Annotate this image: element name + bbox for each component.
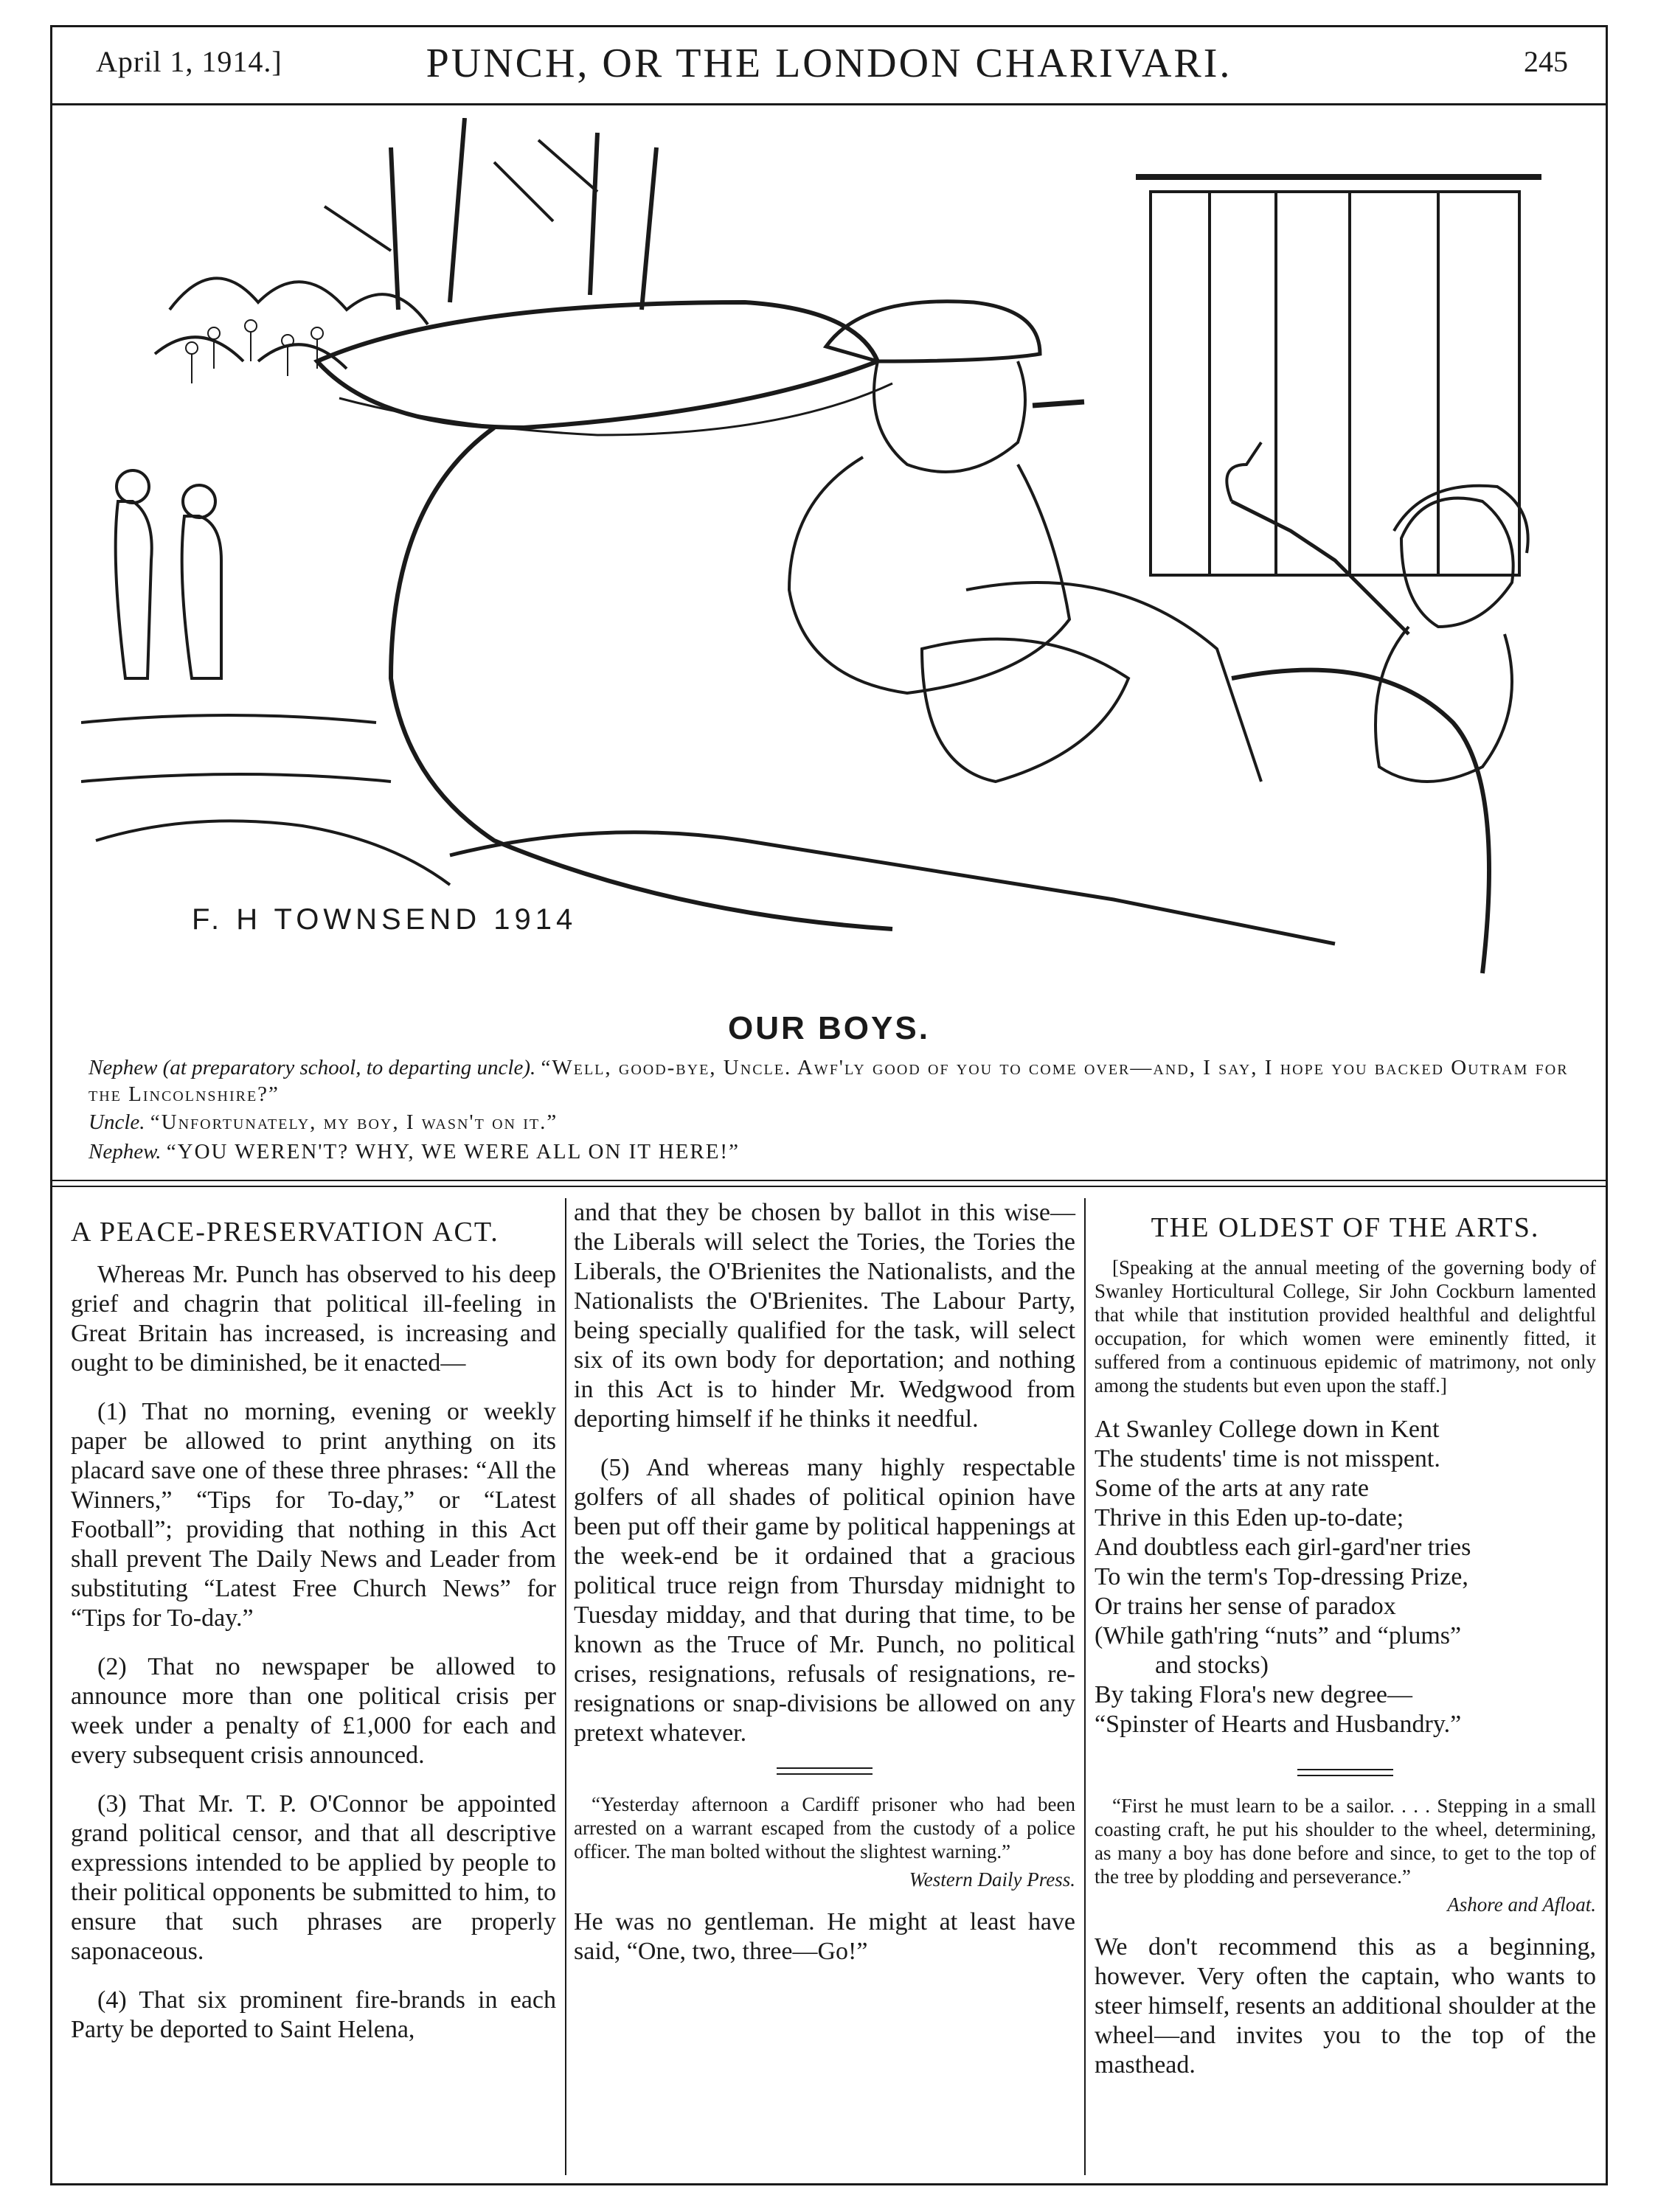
poem-line: To win the term's Top-dressing Prize, bbox=[1095, 1563, 1468, 1590]
dialogue-line bbox=[89, 1138, 1578, 1165]
poem-line: Or trains her sense of paradox bbox=[1095, 1593, 1396, 1620]
speaker: Uncle. bbox=[89, 1110, 145, 1134]
poem-line: By taking Flora's new degree— bbox=[1095, 1681, 1413, 1708]
dialogue-line bbox=[89, 1109, 1578, 1135]
article-title: A PEACE-PRESERVATION ACT. bbox=[71, 1217, 499, 1248]
cartoon-illustration bbox=[81, 118, 1600, 1003]
poem-line: At Swanley College down in Kent bbox=[1095, 1416, 1440, 1443]
article-title: THE OLDEST OF THE ARTS. bbox=[1151, 1212, 1540, 1243]
speaker: Nephew (at preparatory school, to departing uncle). bbox=[89, 1056, 536, 1079]
poem-line: (While gath'ring “nuts” and “plums” bbox=[1095, 1622, 1462, 1649]
column-1 bbox=[71, 1198, 556, 2064]
cartoon-title: OUR BOYS. bbox=[728, 1010, 930, 1046]
poem bbox=[1095, 1415, 1596, 1739]
dialogue-line bbox=[89, 1054, 1578, 1107]
article-paragraph: (1) That no morning, evening or weekly paper be allowed to print anything on its placard save one of these three phrases: “All the Winners,” “Tips for To-day,” or “Latest Football”; providing that nothing in this Act shall prevent The Daily News and Leader from substituting “Latest Free Church News” for “Tips for To-day.” bbox=[71, 1398, 556, 1632]
editorial-comment: We don't recommend this as a beginning, however. Very often the captain, who wants to steer himself, resents an additional shoulder at the wheel—and invites you to the top of the masthead. bbox=[1095, 1933, 1596, 2079]
poem-line: The students' time is not misspent. bbox=[1095, 1445, 1440, 1472]
editorial-comment: He was no gentleman. He might at least have said, “One, two, three—Go!” bbox=[574, 1908, 1075, 1965]
column-rule bbox=[1084, 1198, 1086, 2175]
article-intro: [Speaking at the annual meeting of the governing body of Swanley Horticultural College, Sir John Cockburn lamented that while that institution provided healthful and delightful occupation, for which women were eminently fitted, it suffered from a continuous epidemic of matrimony, not only among the students but even upon the staff.] bbox=[1095, 1256, 1596, 1397]
section-rule bbox=[50, 1186, 1608, 1187]
quote-source: Ashore and Afloat. bbox=[1447, 1893, 1596, 1916]
article-paragraph: Whereas Mr. Punch has observed to his deep grief and chagrin that political ill-feeling in Great Britain has increased, is increasing and ought to be diminished, be it enacted— bbox=[71, 1261, 556, 1377]
column-rule bbox=[565, 1198, 566, 2175]
speech: “Well, good-bye, Uncle. Awf'ly good of you to come over—and, I say, I hope you backed Outram for the Lincolnshire?” bbox=[89, 1056, 1569, 1106]
section-rule bbox=[50, 1180, 1608, 1181]
column-2 bbox=[574, 1198, 1075, 1986]
quoted-item: “Yesterday afternoon a Cardiff prisoner who had been arrested on a warrant escaped from the custody of a police officer. The man bolted without the slightest warning.” bbox=[574, 1793, 1075, 1863]
header-rule bbox=[50, 103, 1608, 105]
issue-date: April 1, 1914.] bbox=[96, 45, 282, 78]
poem-line: And doubtless each girl-gard'ner tries bbox=[1095, 1534, 1471, 1561]
article-paragraph: (3) That Mr. T. P. O'Connor be appointed grand political censor, and that all descriptive expressions intended to be applied by people to their political opponents be submitted to him, to ensure that such phrases are properly saponaceous. bbox=[71, 1790, 556, 1965]
article-paragraph: (5) And whereas many highly respectable golfers of all shades of political opinion have been put off their game by political happenings at the week-end be it ordained that a gracious political truce reign from Thursday midnight to Tuesday midday, and that during that time, to be known as the Truce of Mr. Punch, no political crises, resignations, refusals of resignations, re-resignations or snap-divisions be allowed on any pretext whatever. bbox=[574, 1454, 1075, 1747]
speech: “YOU WEREN'T? WHY, WE WERE ALL ON IT HERE!” bbox=[166, 1140, 740, 1164]
masthead-title: PUNCH, OR THE LONDON CHARIVARI. bbox=[426, 41, 1232, 86]
page-number: 245 bbox=[1524, 45, 1568, 78]
poem-line: Thrive in this Eden up-to-date; bbox=[1095, 1504, 1404, 1531]
speaker: Nephew. bbox=[89, 1140, 162, 1164]
column-3 bbox=[1095, 1198, 1596, 2099]
poem-line: and stocks) bbox=[1155, 1652, 1269, 1679]
speech: “Unfortunately, my boy, I wasn't on it.” bbox=[150, 1110, 558, 1134]
poem-line: Some of the arts at any rate bbox=[1095, 1475, 1369, 1502]
article-paragraph: and that they be chosen by ballot in this wise—the Liberals will select the Tories, the Tories the Liberals, the O'Brienites the Nationalists, and the Nationalists the O'Brienites. The Labour Party, being specially qualified for the task, will select six of its own body for deportation; and nothing in this Act is to hinder Mr. Wedgwood from deporting himself if he thinks it needful. bbox=[574, 1199, 1075, 1433]
divider bbox=[1297, 1769, 1393, 1776]
article-paragraph: (4) That six prominent fire-brands in each Party be deported to Saint Helena, bbox=[71, 1986, 556, 2043]
article-paragraph: (2) That no newspaper be allowed to announce more than one political crisis per week under a penalty of £1,000 for each and every subsequent crisis announced. bbox=[71, 1653, 556, 1769]
divider bbox=[777, 1767, 873, 1775]
page-header bbox=[50, 40, 1608, 99]
quote-source: Western Daily Press. bbox=[909, 1868, 1075, 1891]
quoted-item: “First he must learn to be a sailor. . . . Stepping in a small coasting craft, he put his shoulder to the wheel, determining, as many a boy has done before and since, to get to the top of the tree by plodding and perseverance.” bbox=[1095, 1795, 1596, 1888]
poem-line: “Spinster of Hearts and Husbandry.” bbox=[1095, 1711, 1462, 1738]
artist-signature: F. H TOWNSEND 1914 bbox=[192, 903, 577, 936]
